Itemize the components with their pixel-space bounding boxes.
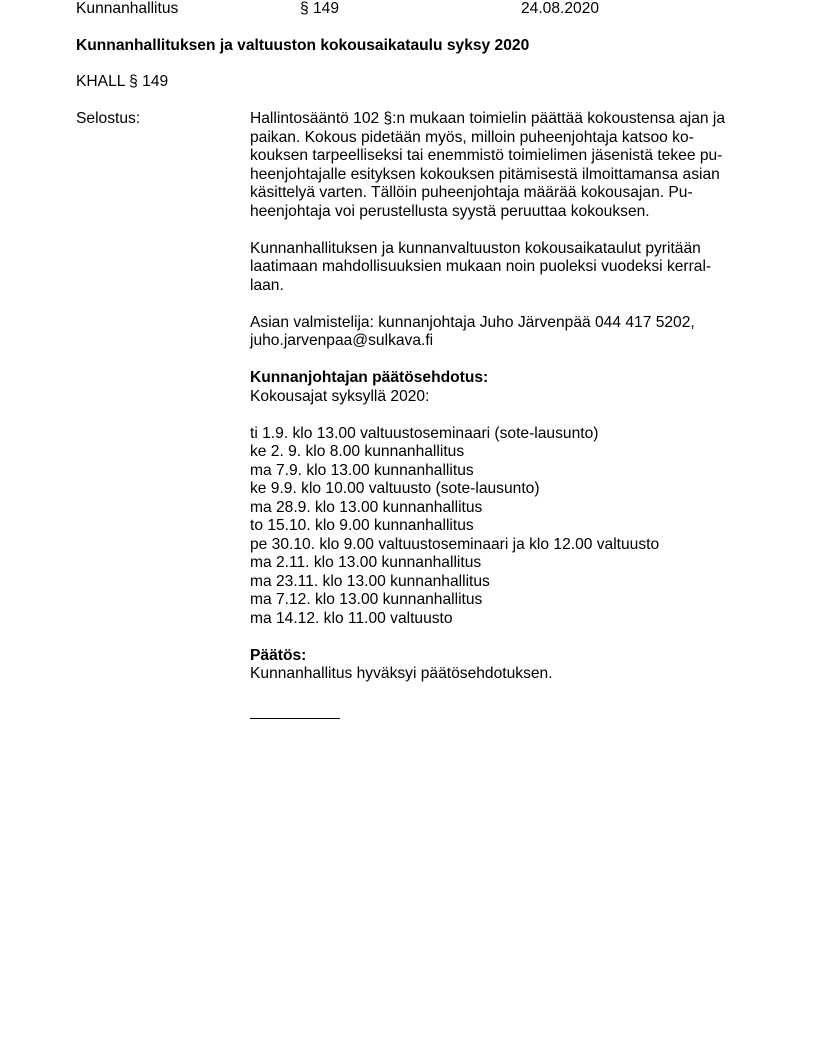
meeting-list — [250, 425, 746, 629]
text-line: laatimaan mahdollisuuksien mukaan noin puoleksi vuodeksi kerral- — [250, 258, 712, 275]
selostus-label: Selostus: — [76, 110, 141, 127]
header-section: § 149 — [300, 0, 340, 17]
meeting-item: ma 23.11. klo 13.00 kunnanhallitus — [250, 572, 490, 590]
decision-block — [250, 647, 746, 684]
meeting-item: pe 30.10. klo 9.00 valtuustoseminaari ja klo 12.00 valtuusto — [250, 535, 660, 553]
meeting-item: ma 28.9. klo 13.00 kunnanhallitus — [250, 498, 483, 516]
selostus-paragraph — [250, 240, 746, 296]
document-title: Kunnanhallituksen ja valtuuston kokousaikataulu syksy 2020 — [76, 37, 530, 54]
selostus-paragraph — [250, 110, 746, 221]
text-line: käsittelyä varten. Tällöin puheenjohtaja määrää kokousajan. Pu- — [250, 184, 693, 201]
text-line: kouksen tarpeelliseksi tai enemmistö toimielimen jäsenistä tekee pu- — [250, 147, 723, 164]
proposal-heading: Kunnanjohtajan päätösehdotus: — [250, 369, 489, 386]
proposal-block — [250, 369, 746, 406]
text-line: heenjohtajalle esityksen kokouksen pitämisestä ilmoittamansa asian — [250, 165, 720, 183]
meeting-item: ke 2. 9. klo 8.00 kunnanhallitus — [250, 443, 465, 460]
meeting-item: to 15.10. klo 9.00 kunnanhallitus — [250, 517, 474, 534]
text-line: Asian valmistelija: kunnanjohtaja Juho Järvenpää 044 417 5202, — [250, 313, 695, 331]
header-date: 24.08.2020 — [521, 0, 600, 17]
body-block — [250, 110, 746, 719]
meeting-item: ma 7.9. klo 13.00 kunnanhallitus — [250, 461, 474, 479]
meeting-item: ma 7.12. klo 13.00 kunnanhallitus — [250, 591, 483, 608]
text-line: heenjohtaja voi perustellusta syystä peruuttaa kokouksen. — [250, 202, 650, 220]
decision-heading: Päätös: — [250, 646, 307, 664]
text-line: Kunnanhallituksen ja kunnanvaltuuston kokousaikataulut pyritään — [250, 239, 701, 257]
decision-text: Kunnanhallitus hyväksyi päätösehdotuksen. — [250, 665, 553, 682]
section-reference: KHALL § 149 — [76, 73, 169, 90]
header-body: Kunnanhallitus — [76, 0, 179, 17]
meeting-item: ma 2.11. klo 13.00 kunnanhallitus — [250, 554, 482, 571]
preparer-paragraph — [250, 314, 746, 351]
meeting-item: ma 14.12. klo 11.00 valtuusto — [250, 609, 453, 627]
meeting-item: ke 9.9. klo 10.00 valtuusto (sote-lausunto) — [250, 480, 540, 497]
meeting-item: ti 1.9. klo 13.00 valtuustoseminaari (sote-lausunto) — [250, 424, 599, 442]
text-line: laan. — [250, 276, 284, 294]
preparer-email: juho.jarvenpaa@sulkava.fi — [250, 332, 434, 349]
text-line: paikan. Kokous pidetään myös, milloin puheenjohtaja katsoo ko- — [250, 128, 694, 146]
closing-rule — [250, 702, 340, 719]
text-line: Hallintosääntö 102 §:n mukaan toimielin päättää kokoustensa ajan ja — [250, 110, 726, 127]
proposal-intro: Kokousajat syksyllä 2020: — [250, 387, 430, 405]
